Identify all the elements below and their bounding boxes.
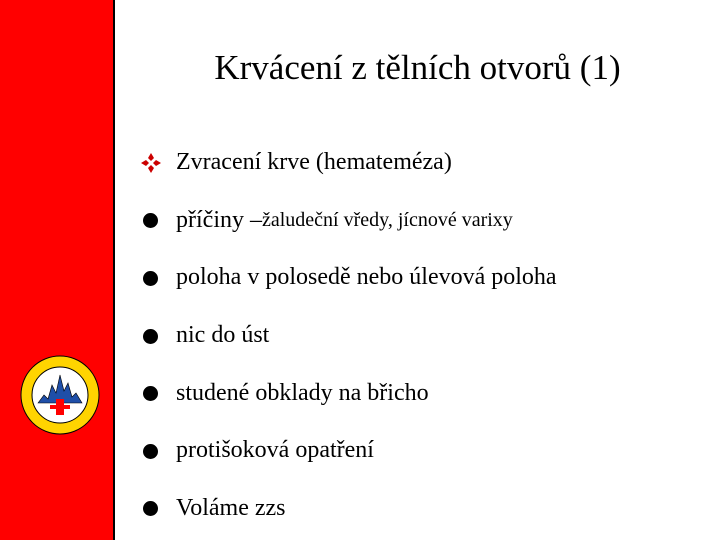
bullet-text: příčiny – [176, 206, 262, 233]
school-logo-icon [20, 355, 100, 435]
diamond-bullet-icon [140, 152, 162, 174]
list-item [140, 192, 557, 250]
dot-bullet-icon [140, 497, 162, 519]
bullet-text: protišoková opatření [176, 437, 374, 464]
bullet-list [140, 134, 557, 537]
sidebar-band [0, 0, 115, 540]
dot-bullet-icon [140, 382, 162, 404]
dot-bullet-icon [140, 209, 162, 231]
list-item [140, 307, 557, 365]
bullet-text: Zvracení krve (hemateméza) [176, 149, 452, 176]
list-item [140, 422, 557, 480]
slide-title: Krvácení z tělních otvorů (1) [214, 48, 621, 87]
bullet-text: poloha v polosedě nebo úlevová poloha [176, 264, 557, 291]
dot-bullet-icon [140, 325, 162, 347]
bullet-text: Voláme zzs [176, 494, 286, 521]
bullet-text: studené obklady na břicho [176, 379, 429, 406]
list-item [140, 134, 557, 192]
list-item [140, 249, 557, 307]
list-item [140, 364, 557, 422]
bullet-text: nic do úst [176, 322, 270, 349]
dot-bullet-icon [140, 440, 162, 462]
bullet-text-detail: žaludeční vředy, jícnové varixy [261, 208, 513, 231]
list-item [140, 480, 557, 538]
dot-bullet-icon [140, 267, 162, 289]
